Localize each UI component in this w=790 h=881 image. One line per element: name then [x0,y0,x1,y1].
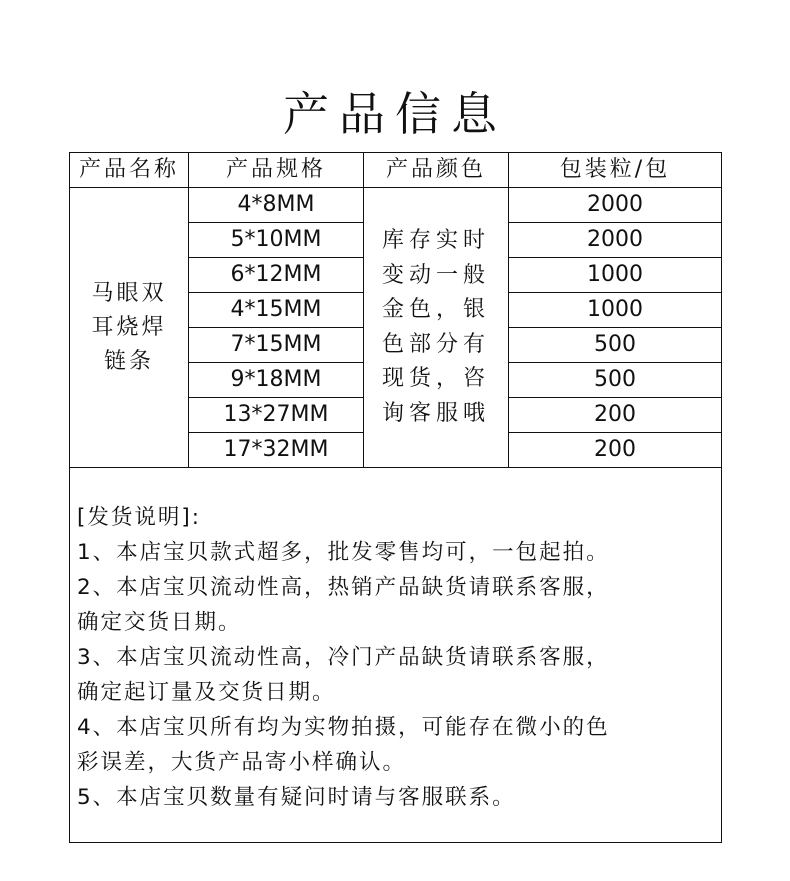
shipping-notes [69,466,722,843]
notes-line: 3、本店宝贝流动性高，冷门产品缺货请联系客服， [77,645,610,670]
notes-line: 确定交货日期。 [77,610,242,635]
header-pack-qty: 包装粒/包 [509,153,722,188]
header-spec: 产品规格 [189,153,364,188]
spec-cell: 4*15MM [189,293,364,328]
header-product-name: 产品名称 [70,153,189,188]
product-name-line: 耳烧焊 [91,314,167,340]
notes-line: 1、本店宝贝款式超多，批发零售均可，一包起拍。 [77,540,610,565]
color-cell [364,188,509,468]
color-note-line: 现货，咨 [381,366,490,391]
product-name-cell [70,188,189,468]
qty-cell: 1000 [509,258,722,293]
spec-cell: 17*32MM [189,433,364,468]
notes-line: 彩误差，大货产品寄小样确认。 [77,750,407,775]
product-name-line: 链条 [103,348,154,374]
table-header-row [70,153,722,188]
product-info-table [69,152,722,468]
qty-cell: 200 [509,398,722,433]
spec-cell: 13*27MM [189,398,364,433]
qty-cell: 2000 [509,188,722,223]
color-note-line: 金色，银 [381,297,490,322]
color-note-line: 库存实时 [381,228,490,253]
header-color: 产品颜色 [364,153,509,188]
color-note-line: 色部分有 [381,331,490,357]
qty-cell: 500 [509,363,722,398]
notes-line: 确定起订量及交货日期。 [77,680,336,705]
notes-line: 4、本店宝贝所有均为实物拍摄，可能存在微小的色 [77,715,610,740]
notes-heading: [发货说明]: [77,505,202,530]
notes-line: 2、本店宝贝流动性高，热销产品缺货请联系客服， [77,575,610,600]
spec-cell: 7*15MM [189,328,364,363]
spec-cell: 4*8MM [189,188,364,223]
qty-cell: 1000 [509,293,722,328]
product-name-line: 马眼双 [91,280,167,306]
qty-cell: 500 [509,328,722,363]
color-note-line: 询客服哦 [381,400,490,426]
color-note-line: 变动一般 [381,262,490,288]
notes-line: 5、本店宝贝数量有疑问时请与客服联系。 [77,785,516,810]
spec-cell: 6*12MM [189,258,364,293]
qty-cell: 200 [509,433,722,468]
spec-cell: 5*10MM [189,223,364,258]
qty-cell: 2000 [509,223,722,258]
table-row [70,188,722,223]
spec-cell: 9*18MM [189,363,364,398]
page-title: 产品信息 [283,87,507,141]
